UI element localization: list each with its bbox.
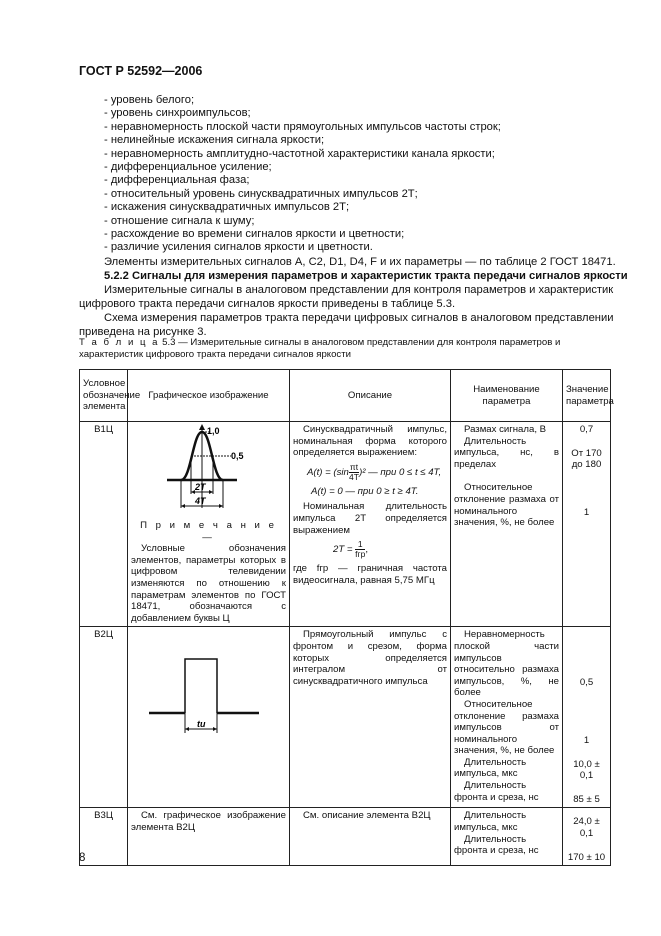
param-value: 10,0 ± 0,1 — [573, 758, 600, 782]
list-item: - нелинейные искажения сигнала яркости; — [104, 134, 325, 147]
pulse-outline — [185, 659, 217, 713]
row-code: В1Ц — [80, 422, 128, 627]
header-graphic: Графическое изображение — [128, 370, 290, 422]
list-item: - искажения синусквадратичных импульсов 2Т; — [104, 201, 350, 214]
formula-duration — [333, 540, 447, 559]
paragraph-scheme-line2: приведена на рисунке 3. — [79, 326, 207, 338]
graphic-cell — [128, 422, 290, 627]
section-heading: 5.2.2 Сигналы для измерения параметров и характеристик тракта передачи сигналов яркости — [104, 270, 628, 282]
list-item: - отношение сигнала к шуму; — [104, 214, 255, 227]
param-name-cell — [451, 627, 563, 808]
param-value-cell — [563, 808, 611, 866]
label-4t: 4T — [195, 496, 206, 506]
param-name-cell — [451, 422, 563, 627]
list-item: - неравномерность амплитудно-частотной характеристики канала яркости; — [104, 147, 495, 160]
header-param-value: Значение параметра — [563, 370, 611, 422]
formula-left: A(t) = (sin — [307, 466, 349, 478]
graphic-cell: См. графическое изображение элемента В2Ц — [128, 808, 290, 866]
sine-squared-pulse-graphic — [131, 424, 287, 520]
fraction-denominator: 4T — [349, 471, 359, 482]
header-param-name: Наименование параметра — [451, 370, 563, 422]
formula-left: 2T = — [333, 544, 353, 556]
dimension-arrow — [209, 490, 213, 494]
param-name: Относительное отклонение размаха импульсов от номинального значения, %, не более — [454, 698, 559, 757]
table-header-row — [80, 370, 611, 422]
param-name: Длительность импульса, мкс — [454, 756, 527, 780]
fraction — [349, 463, 359, 482]
param-name: Длительность импульса, нс, в пределах — [454, 435, 559, 470]
formula-right: )² — при 0 ≤ t ≤ 4T, — [359, 466, 442, 478]
param-name: Размах сигнала, В — [464, 424, 547, 435]
list-item: - уровень белого; — [104, 94, 195, 106]
param-value: От 170 — [571, 447, 602, 459]
formula-zero-text: A(t) = 0 — при 0 ≥ t ≥ 4T. — [311, 485, 419, 497]
description-where: где fгр — граничная частота видеосигнала, равная 5,75 МГц — [293, 563, 447, 586]
param-value: до 180 — [571, 459, 602, 471]
bullet-list — [104, 94, 501, 255]
description-cell: См. описание элемента В2Ц — [290, 808, 451, 866]
caption-prefix: Т а б л и ц а — [79, 337, 160, 348]
list-item: - различие усиления сигналов яркости и цветности. — [104, 241, 373, 254]
label-2t: 2T — [195, 482, 206, 492]
description-intro: Синусквадратичный импульс, номинальная форма которого определяется выражением: — [293, 424, 447, 459]
list-item: - расхождение во времени сигналов яркости и цветности; — [104, 228, 405, 241]
param-name: Относительное отклонение размаха от номинального значения, %, не более — [454, 482, 559, 529]
formula-zero — [311, 486, 447, 498]
rectangular-pulse-graphic — [131, 635, 287, 745]
table-row — [80, 808, 611, 866]
param-value: 0,7 — [579, 424, 594, 435]
param-value: 1 — [583, 734, 590, 746]
label-width: tи — [197, 719, 206, 730]
fraction — [355, 540, 365, 559]
param-name: Длительность импульса, мкс — [454, 810, 527, 833]
param-value: 24,0 ± 0,1 — [573, 816, 600, 839]
param-name: Длительность фронта и среза, нс — [454, 833, 539, 857]
description-cell — [290, 422, 451, 627]
signals-table — [79, 369, 614, 866]
param-value: 85 ± 5 — [573, 793, 600, 805]
axis-arrow — [199, 424, 205, 430]
label-half: 0,5 — [231, 451, 244, 461]
note-text: Условные обозначения элементов, параметры которых в цифровом телевидении изменяются по отношению к параметрам элементов по ГОСТ 18471, обозначаются с добавлением буквы Ц — [131, 543, 286, 624]
table-caption — [79, 337, 599, 361]
dimension-arrow — [213, 727, 217, 731]
description-duration: Номинальная длительность импульса 2T определяется выражением — [293, 501, 447, 536]
label-peak: 1,0 — [207, 426, 220, 436]
document-header: ГОСТ Р 52592—2006 — [79, 64, 203, 78]
paragraph-scheme-line1: Схема измерения параметров тракта передачи цифровых сигналов в аналоговом представлении — [104, 312, 614, 324]
fraction-numerator: 1 — [355, 540, 365, 550]
paragraph-signals-line2: цифрового тракта передачи сигналов яркости приведены в таблице 5.3. — [79, 298, 456, 310]
row-code: В2Ц — [80, 627, 128, 808]
dimension-arrow — [181, 504, 185, 508]
list-item: - дифференциальная фаза; — [104, 174, 250, 187]
dimension-arrow — [219, 504, 223, 508]
list-item: - уровень синхроимпульсов; — [104, 107, 251, 120]
page-number: 8 — [79, 852, 86, 864]
header-designation: Условное обозначение элемента — [80, 370, 128, 422]
list-item: - относительный уровень синусквадратичных импульсов 2Т; — [104, 187, 418, 200]
graphic-cell — [128, 627, 290, 808]
table-row — [80, 627, 611, 808]
paragraph-elements: Элементы измерительных сигналов А, С2, D1, D4, F и их параметры — по таблице 2 ГОСТ 18471. — [104, 256, 616, 268]
fraction-denominator: fгр — [355, 549, 366, 560]
formula-sine-squared — [307, 463, 447, 482]
param-name: Неравномерность плоской части импульсов относительно размаха импульсов, %, не более — [454, 629, 559, 699]
caption-text: 5.3 — Измерительные сигналы в аналоговом представлении для контроля параметров и характеристик цифрового тракта передачи сигналов яркости — [79, 337, 561, 361]
note-title: П р и м е ч а н и е — — [140, 520, 277, 543]
param-name: Длительность фронта и среза, нс — [454, 780, 539, 803]
param-value: 1 — [583, 506, 590, 518]
param-value: 0,5 — [579, 677, 594, 689]
param-name-cell — [451, 808, 563, 866]
list-item: - дифференциальное усиление; — [104, 161, 272, 174]
header-description: Описание — [290, 370, 451, 422]
dimension-arrow — [185, 727, 189, 731]
list-item: - неравномерность плоской части прямоугольных импульсов частоты строк; — [104, 120, 501, 133]
row-code: В3Ц — [80, 808, 128, 866]
formula-right: , — [365, 544, 369, 556]
paragraph-signals-line1: Измерительные сигналы в аналоговом представлении для контроля параметров и характеристик — [104, 284, 614, 296]
param-value-cell — [563, 627, 611, 808]
description-cell: Прямоугольный импульс с фронтом и срезом, форма которых определяется интегралом от синусквадратичного импульса — [290, 627, 451, 808]
fraction-numerator: πt — [349, 461, 359, 472]
param-value: 170 ± 10 — [567, 851, 606, 863]
param-value-cell — [563, 422, 611, 627]
table-row — [80, 422, 611, 627]
